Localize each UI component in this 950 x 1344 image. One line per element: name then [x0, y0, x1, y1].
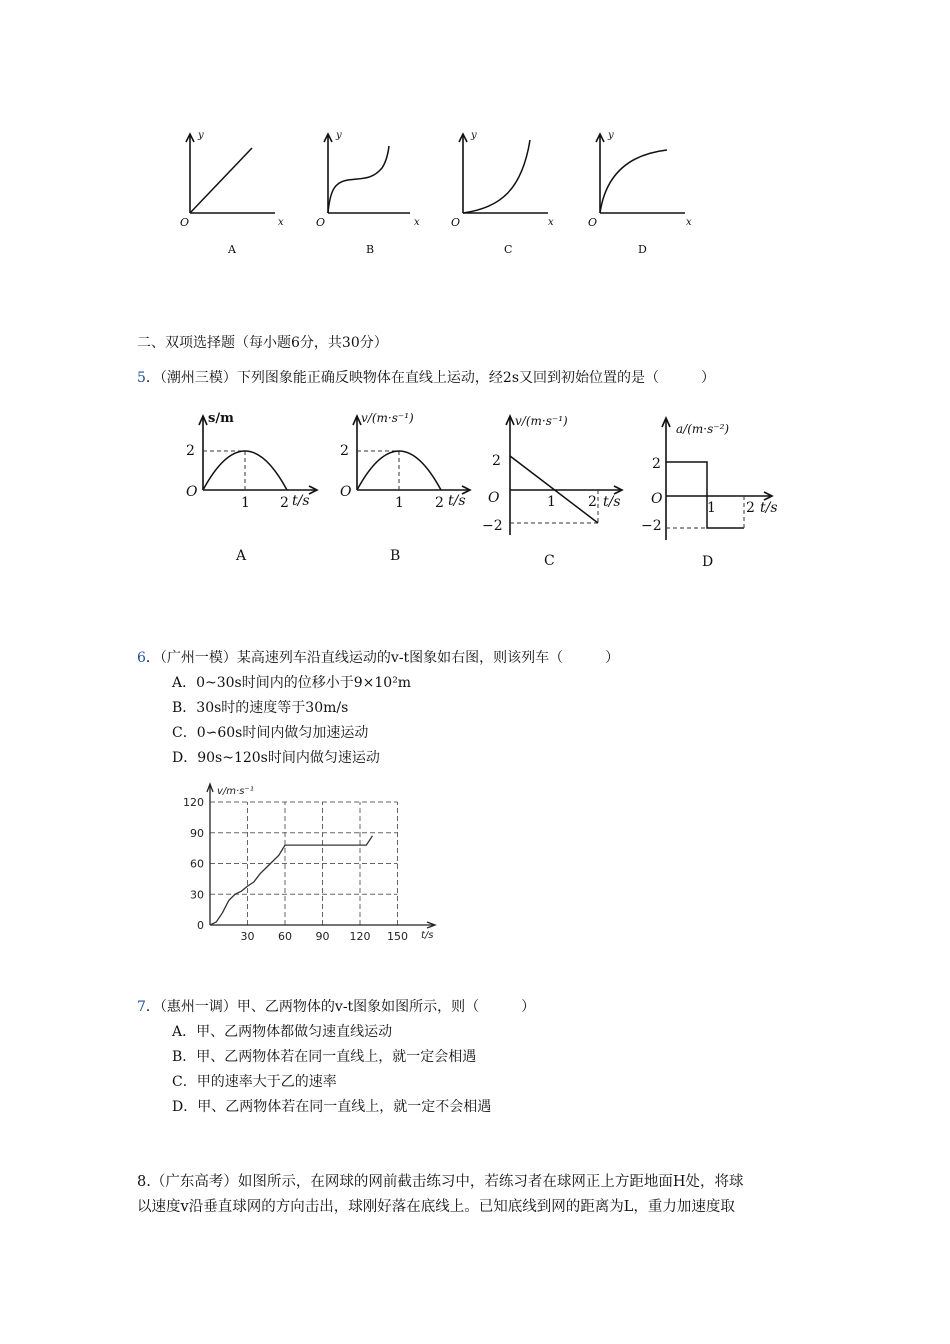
- q7-option-b: B．甲、乙两物体若在同一直线上，就一定会相遇: [172, 1049, 477, 1065]
- top-graph-c: [451, 130, 554, 256]
- q6-number: 6: [137, 650, 146, 666]
- q5-graphs: [170, 400, 790, 575]
- q5a-origin: O: [186, 484, 198, 500]
- q6-series-line: [210, 836, 373, 925]
- top-b-y-label: y: [336, 130, 342, 141]
- q5c-ylabel: v/(m·s⁻¹): [515, 414, 568, 428]
- q6-vt-chart: [175, 780, 445, 945]
- q6-xtick-label-1: 60: [278, 930, 292, 943]
- top-b-curve: [328, 146, 389, 213]
- q5c-xtick-1: 1: [547, 494, 556, 510]
- q5a-ytick: 2: [186, 443, 195, 459]
- top-c-y-label: y: [471, 130, 477, 141]
- top-d-panel-label: D: [638, 243, 647, 256]
- q5b-ytick: 2: [340, 443, 349, 459]
- q5-graph-d: [641, 418, 778, 570]
- q6-ytick-label-3: 90: [190, 826, 204, 840]
- top-graph-b: [316, 130, 420, 256]
- q5-text: ．（潮州三模）下列图象能正确反映物体在直线上运动，经2s又回到初始位置的是（ ）: [145, 370, 716, 386]
- q7-text: ．（惠州一调）甲、乙两物体的v-t图象如图所示，则（ ）: [145, 999, 536, 1015]
- top-graph-d: [588, 130, 692, 256]
- q6-option-d: D．90s~120s时间内做匀速运动: [172, 750, 380, 766]
- q5c-panel-label: C: [544, 553, 555, 569]
- q7-number: 7: [137, 999, 146, 1015]
- q5d-origin: O: [651, 491, 663, 507]
- q5d-step-pos: [666, 462, 707, 496]
- q5a-curve: [203, 451, 287, 490]
- q5b-ylabel: v/(m·s⁻¹): [361, 411, 414, 425]
- q6-axes: [207, 784, 435, 928]
- q5b-xlabel: t/s: [448, 493, 466, 509]
- q6-ytick-label-2: 60: [190, 857, 204, 871]
- top-a-curve: [190, 148, 252, 213]
- top-d-x-label: x: [686, 217, 692, 228]
- top-c-origin: O: [451, 216, 461, 229]
- q5c-ytick-neg: −2: [482, 518, 503, 534]
- q5d-ylabel: a/(m·s⁻²): [676, 422, 730, 436]
- q6-xtick-label-0: 30: [240, 930, 255, 943]
- q7-option-a: A．甲、乙两物体都做匀速直线运动: [172, 1024, 393, 1040]
- top-c-x-label: x: [548, 217, 554, 228]
- q6-xtick-label-2: 90: [315, 930, 330, 943]
- q5a-xtick-2: 2: [280, 495, 289, 511]
- top-b-x-label: x: [414, 217, 420, 228]
- q6-ylabel: v/m·s⁻¹: [217, 786, 254, 797]
- q6-xlabel: t/s: [421, 930, 434, 941]
- q5b-xtick-2: 2: [435, 495, 444, 511]
- q5-stem: [137, 368, 715, 388]
- top-c-panel-label: C: [504, 243, 513, 256]
- q6-xtick-label-3: 120: [349, 930, 371, 943]
- q6-xtick-label-4: 150: [387, 930, 408, 943]
- q5a-ylabel: s/m: [208, 411, 234, 426]
- q5b-origin: O: [340, 484, 352, 500]
- q6-text: ．（广州一模）某高速列车沿直线运动的v-t图象如右图，则该列车（ ）: [145, 650, 620, 666]
- q6-option-c: C．0∽60s时间内做匀加速运动: [172, 725, 369, 741]
- q5d-panel-label: D: [702, 554, 714, 570]
- top-a-y-label: y: [198, 130, 204, 141]
- q7-stem: [137, 997, 535, 1017]
- q5d-xtick-1: 1: [707, 500, 716, 516]
- top-graphs: [170, 120, 730, 260]
- top-d-origin: O: [588, 216, 598, 229]
- q5b-curve: [357, 451, 441, 490]
- q5d-ytick-pos: 2: [652, 456, 661, 472]
- q5a-xtick-1: 1: [241, 495, 250, 511]
- q7-option-d: D．甲、乙两物体若在同一直线上，就一定不会相遇: [172, 1099, 492, 1115]
- q5c-xtick-2: 2: [588, 494, 597, 510]
- q6-option-b: B．30s时的速度等于30m/s: [172, 700, 349, 716]
- top-b-origin: O: [316, 216, 326, 229]
- top-b-panel-label: B: [366, 243, 375, 256]
- q7-option-c: C．甲的速率大于乙的速率: [172, 1074, 337, 1090]
- q5b-xtick-1: 1: [395, 495, 404, 511]
- top-a-panel-label: A: [228, 243, 236, 256]
- q5-number: 5: [137, 370, 146, 386]
- q6-stem: [137, 648, 619, 668]
- q5a-xlabel: t/s: [292, 493, 310, 509]
- top-a-origin: O: [180, 216, 190, 229]
- q5-graph-b: [340, 411, 470, 564]
- q5c-origin: O: [488, 490, 500, 506]
- q5a-panel-label: A: [236, 548, 247, 564]
- q5-graph-c: [482, 414, 622, 569]
- top-c-curve: [463, 140, 530, 213]
- q6-grid: [210, 802, 398, 925]
- top-d-y-label: y: [608, 130, 614, 141]
- q8-line-1: 8.（广东高考）如图所示，在网球的网前截击练习中，若练习者在球网正上方距地面H处，将球: [137, 1174, 744, 1190]
- q5d-ytick-neg: −2: [641, 518, 662, 534]
- q5-graph-a: [186, 411, 317, 564]
- q8-line-2: 以速度v沿垂直球网的方向击出，球刚好落在底线上。已知底线到网的距离为L，重力加速度取: [137, 1199, 735, 1215]
- q5c-ytick-pos: 2: [492, 453, 501, 469]
- top-d-curve: [600, 150, 667, 213]
- section-heading: 二、双项选择题（每小题6分，共30分）: [137, 335, 388, 351]
- q6-option-a: A．0~30s时间内的位移小于9×10²m: [172, 675, 412, 691]
- top-graph-a: [180, 130, 284, 256]
- q6-ytick-label-0: 0: [197, 919, 204, 932]
- q6-ytick-label-1: 30: [190, 888, 204, 902]
- top-a-x-label: x: [278, 217, 284, 228]
- q5d-xlabel: t/s: [760, 500, 778, 516]
- q6-series: [210, 836, 373, 925]
- q5c-xlabel: t/s: [603, 494, 621, 510]
- q5d-xtick-2: 2: [746, 500, 755, 516]
- q5b-panel-label: B: [390, 548, 401, 564]
- q6-ytick-label-4: 120: [183, 796, 204, 809]
